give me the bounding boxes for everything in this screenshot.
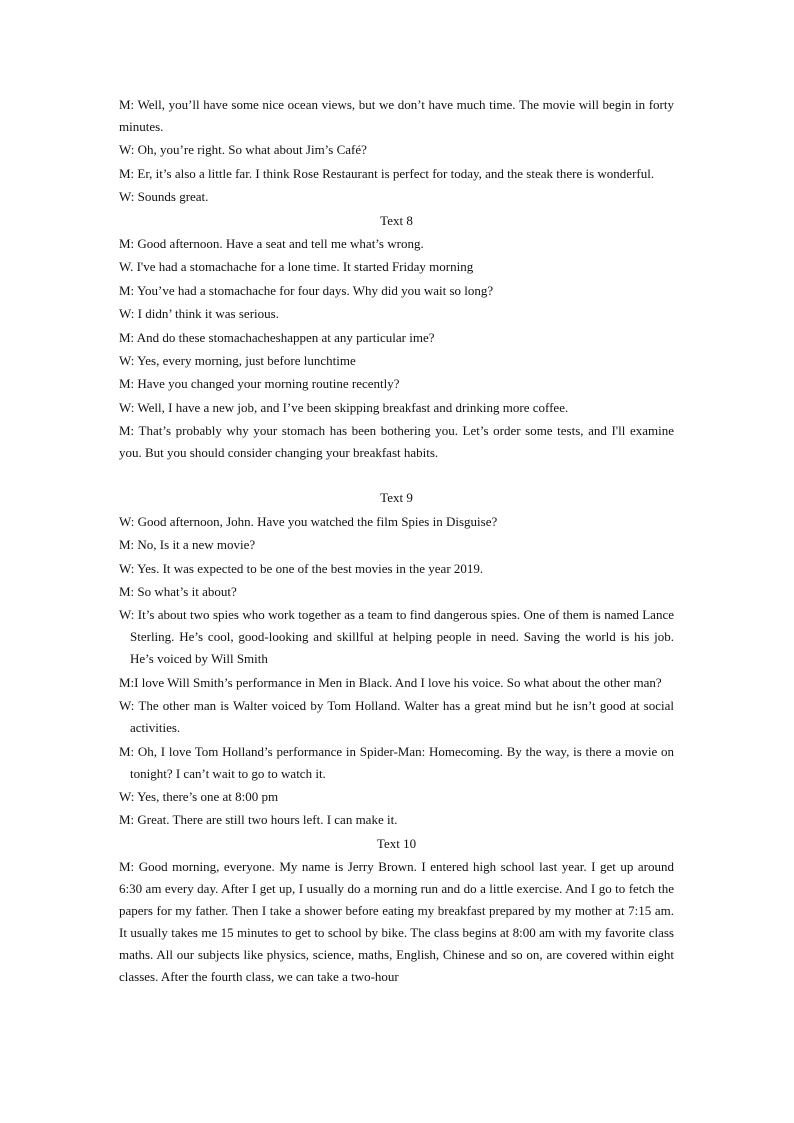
dialogue-line: M: Well, you’ll have some nice ocean views, but we don’t have much time. The movie will begin in forty minutes. — [119, 97, 674, 134]
dialogue-line: M: Have you changed your morning routine recently? — [119, 376, 400, 392]
dialogue-line: W: Yes. It was expected to be one of the best movies in the year 2019. — [119, 560, 484, 576]
section-spacer — [119, 465, 674, 487]
text10-heading: Text 10 — [376, 835, 417, 851]
dialogue-line: M: Oh, I love Tom Holland’s performance in Spider-Man: Homecoming. By the way, is there a movie on tonight? I can’t wait to go to watch it. — [119, 743, 674, 781]
dialogue-line: W. I've had a stomachache for a lone time. It started Friday morning — [119, 259, 474, 275]
dialogue-line: M: You’ve had a stomachache for four days. Why did you wait so long? — [119, 282, 494, 298]
dialogue-line: M: So what’s it about? — [119, 584, 237, 600]
dialogue-line: M: And do these stomachacheshappen at any particular ime? — [119, 329, 435, 345]
text8-heading: Text 8 — [380, 212, 413, 228]
dialogue-line: W: Well, I have a new job, and I’ve been skipping breakfast and drinking more coffee. — [119, 399, 569, 415]
dialogue-line: W: Yes, every morning, just before lunchtime — [119, 352, 356, 368]
dialogue-line: M: Er, it’s also a little far. I think Rose Restaurant is perfect for today, and the steak there is wonderful. — [119, 165, 655, 181]
dialogue-line: M: Great. There are still two hours left. I can make it. — [119, 812, 398, 828]
document-page — [119, 94, 674, 990]
dialogue-line: M: That’s probably why your stomach has been bothering you. Let’s order some tests, and I'll examine you. But you should consider changing your breakfast habits. — [119, 423, 674, 461]
dialogue-line: W: The other man is Walter voiced by Tom Holland. Walter has a great mind but he isn’t good at social activities. — [119, 698, 674, 736]
dialogue-line: M: No, Is it a new movie? — [119, 537, 256, 553]
text9-section — [119, 487, 674, 831]
dialogue-line: W: I didn’ think it was serious. — [119, 306, 279, 322]
dialogue-line: W: Yes, there’s one at 8:00 pm — [119, 788, 279, 804]
dialogue-line: W: Oh, you’re right. So what about Jim’s Café? — [119, 142, 367, 158]
dialogue-line: W: It’s about two spies who work together as a team to find dangerous spies. One of them is named Lance Sterling. He’s cool, good-looking and skillful at helping people in need. Saving the world is his job. He’s voiced by Will Smith — [119, 607, 674, 667]
text9-heading: Text 9 — [380, 490, 413, 506]
dialogue-line: W: Good afternoon, John. Have you watched the film Spies in Disguise? — [119, 513, 498, 529]
text10-section — [119, 833, 674, 988]
dialogue-line: W: Sounds great. — [119, 189, 209, 205]
dialogue-continuation — [119, 94, 674, 208]
dialogue-line: M:I love Will Smith’s performance in Men in Black. And I love his voice. So what about the other man? — [119, 674, 662, 690]
dialogue-line: M: Good afternoon. Have a seat and tell me what’s wrong. — [119, 235, 424, 251]
text8-section — [119, 210, 674, 465]
monologue-paragraph: M: Good morning, everyone. My name is Jerry Brown. I entered high school last year. I get up around 6:30 am every day. After I get up, I usually do a morning run and do a little exercise. And I go to fetch the papers for my father. Then I take a shower before eating my breakfast prepared by my mother at 7:15 am. It usually takes me 15 minutes to get to school by bike. The class begins at 8:00 am with my favorite class maths. All our subjects like physics, science, maths, English, Chinese and so on, are covered within eight classes. After the fourth class, we can take a two-hour — [119, 859, 674, 985]
